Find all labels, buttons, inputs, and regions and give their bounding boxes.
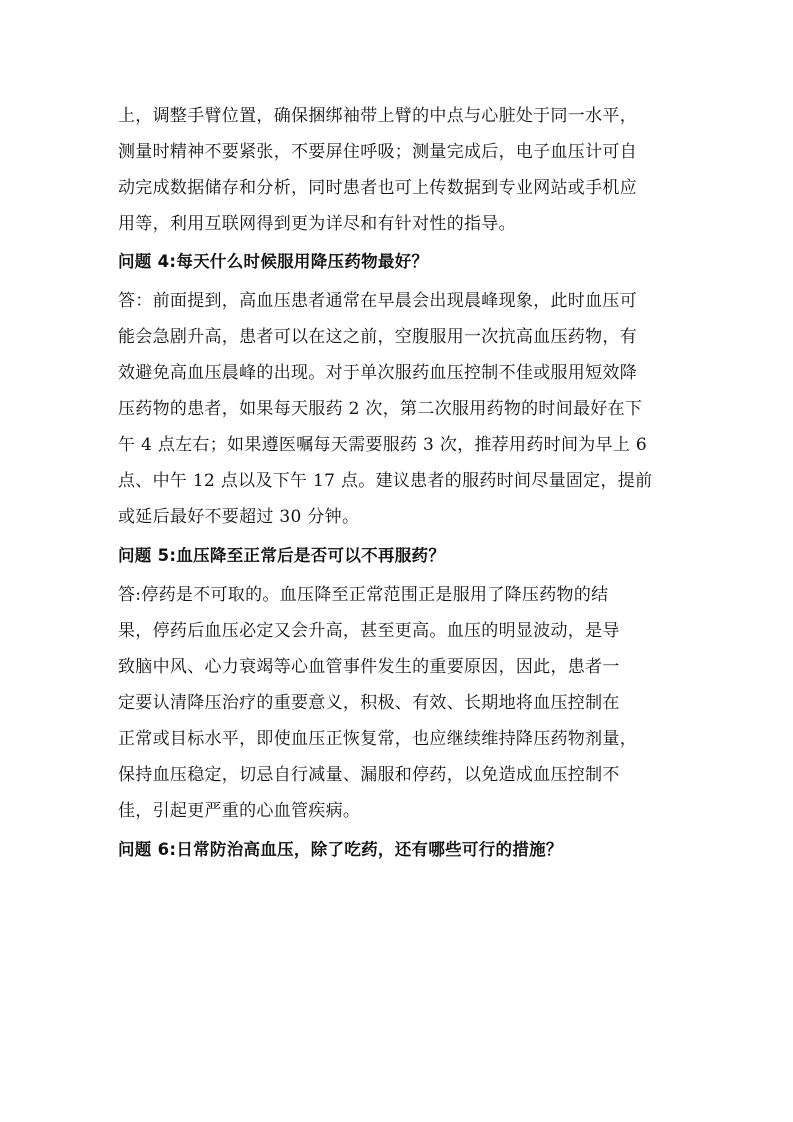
- text-line: 能会急剧升高，患者可以在这之前，空腹服用一次抗高血压药物，有: [118, 327, 637, 347]
- text-line: 动完成数据储存和分析，同时患者也可上传数据到专业网站或手机应: [118, 178, 637, 198]
- text-line: 测量时精神不要紧张，不要屏住呼吸；测量完成后，电子血压计可自: [118, 142, 637, 162]
- text-line: 效避免高血压晨峰的出现。对于单次服药血压控制不佳或服用短效降: [118, 363, 637, 383]
- text-line: 上，调整手臂位置，确保捆绑袖带上臂的中点与心脏处于同一水平，: [118, 106, 637, 126]
- intro-paragraph: [118, 98, 678, 242]
- text-line: 或延后最好不要超过 30 分钟。: [118, 507, 360, 527]
- text-line: 致脑中风、心力衰竭等心血管事件发生的重要原因，因此，患者一: [118, 657, 620, 677]
- text-line: 保持血压稳定，切忌自行减量、漏服和停药，以免造成血压控制不: [118, 765, 620, 785]
- text-line: 佳，引起更严重的心血管疾病。: [118, 801, 361, 821]
- question-6-heading: 问题 6:日常防治高血压，除了吃药，还有哪些可行的措施？: [118, 840, 563, 859]
- text-line: 答:停药是不可取的。血压降至正常范围正是服用了降压药物的结: [118, 585, 609, 605]
- question-4-heading: 问题 4:每天什么时候服用降压药物最好？: [118, 252, 429, 271]
- text-line: 正常或目标水平，即使血压正恢复常，也应继续维持降压药物剂量，: [118, 729, 637, 749]
- answer-5-paragraph: [118, 577, 678, 829]
- text-line: 果，停药后血压必定又会升高，甚至更高。血压的明显波动，是导: [118, 621, 620, 641]
- text-line: 午 4 点左右；如果遵医嘱每天需要服药 3 次，推荐用药时间为早上 6: [118, 435, 647, 455]
- text-line: 用等，利用互联网得到更为详尽和有针对性的指导。: [118, 214, 516, 234]
- text-line: 定要认清降压治疗的重要意义，积极、有效、长期地将血压控制在: [118, 693, 620, 713]
- text-line: 压药物的患者，如果每天服药 2 次，第二次服用药物的时间最好在下: [118, 399, 643, 419]
- answer-4-paragraph: [118, 283, 678, 535]
- text-line: 答：前面提到，高血压患者通常在早晨会出现晨峰现象，此时血压可: [118, 291, 637, 311]
- text-line: 点、中午 12 点以及下午 17 点。建议患者的服药时间尽量固定，提前: [118, 471, 653, 491]
- document-body: [118, 98, 678, 871]
- question-5-heading: 问题 5:血压降至正常后是否可以不再服药？: [118, 546, 446, 565]
